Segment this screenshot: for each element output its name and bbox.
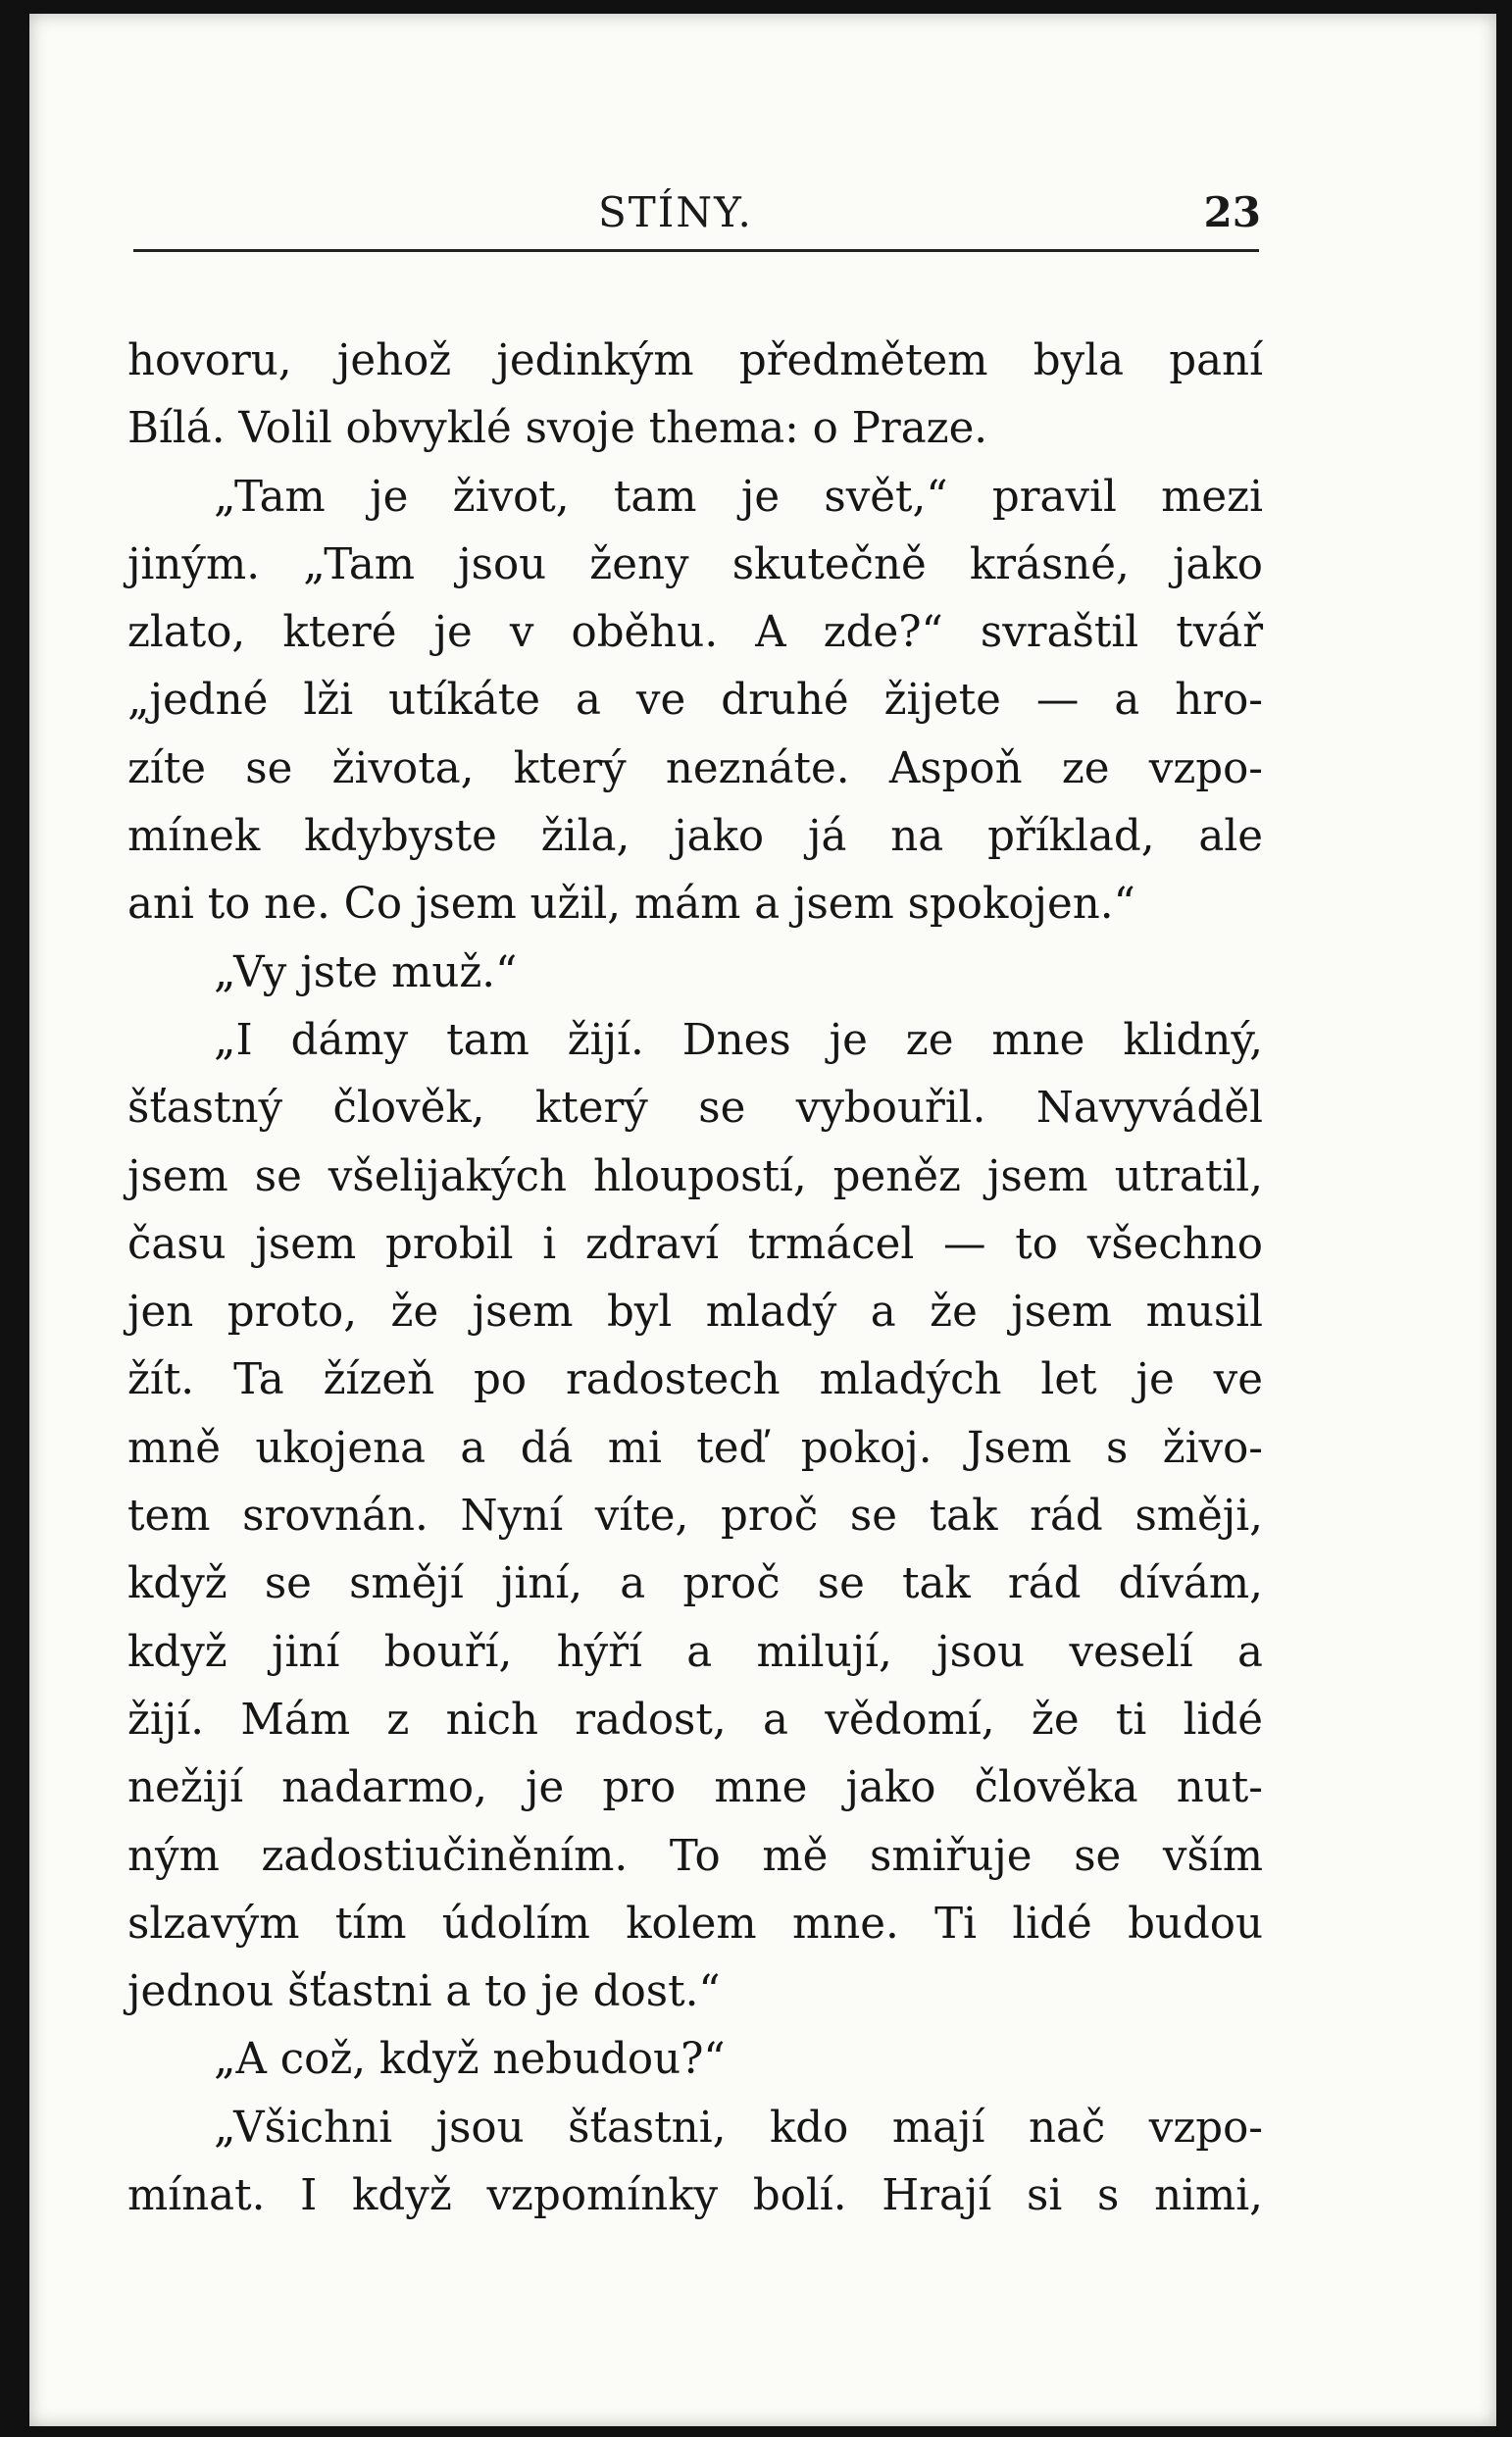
- text-line: jen proto, že jsem byl mladý a že jsem musil: [127, 1288, 1263, 1338]
- header-rule: [133, 249, 1259, 252]
- text-line: jiným. „Tam jsou ženy skutečně krásné, jako: [127, 539, 1263, 589]
- text-line: žijí. Mám z nich radost, a vědomí, že ti lidé: [127, 1695, 1263, 1745]
- text-line: „Všichni jsou šťastni, kdo mají nač vzpo-: [214, 2103, 1263, 2153]
- text-line: hovoru, jehož jedinkým předmětem byla paní: [127, 336, 1263, 385]
- running-head-title: STÍNY.: [598, 188, 753, 236]
- text-line: když se smějí jiní, a proč se tak rád dívám,: [127, 1559, 1263, 1609]
- book-page: [29, 14, 1496, 2426]
- text-line: žít. Ta žízeň po radostech mladých let je ve: [127, 1355, 1263, 1405]
- text-line: Bílá. Volil obvyklé svoje thema: o Praze.: [127, 404, 988, 454]
- text-line: ným zadostiučiněním. To mě smiřuje se vším: [127, 1831, 1263, 1881]
- text-line: zíte se života, který neznáte. Aspoň ze vzpo-: [127, 743, 1263, 793]
- text-line: mně ukojena a dá mi teď pokoj. Jsem s živo-: [127, 1423, 1263, 1473]
- text-line: šťastný člověk, který se vybouřil. Navyváděl: [127, 1084, 1263, 1134]
- text-line: když jiní bouří, hýří a milují, jsou veselí a: [127, 1627, 1263, 1677]
- text-line: nežijí nadarmo, je pro mne jako člověka nut-: [127, 1763, 1263, 1813]
- text-line: slzavým tím údolím kolem mne. Ti lidé budou: [127, 1899, 1263, 1949]
- text-line: „I dámy tam žijí. Dnes je ze mne klidný,: [214, 1015, 1263, 1065]
- text-line: „jedné lži utíkáte a ve druhé žijete — a hro-: [127, 676, 1263, 726]
- running-head: [29, 180, 1496, 249]
- body-text: [127, 328, 1263, 2230]
- text-line: ani to ne. Co jsem užil, mám a jsem spokojen.“: [127, 880, 1135, 930]
- text-line: zlato, které je v oběhu. A zde?“ svraštil tvář: [127, 608, 1263, 658]
- text-line: mínat. I když vzpomínky bolí. Hrají si s nimi,: [127, 2171, 1263, 2221]
- text-line: jednou šťastni a to je dost.“: [127, 1967, 721, 2017]
- text-line: jsem se všelijakých hloupostí, peněz jsem utratil,: [127, 1151, 1263, 1201]
- page-number: 23: [1203, 188, 1261, 236]
- text-line: „Vy jste muž.“: [214, 947, 518, 997]
- text-line: mínek kdybyste žila, jako já na příklad, ale: [127, 812, 1263, 862]
- text-line: „Tam je život, tam je svět,“ pravil mezi: [214, 472, 1263, 522]
- text-line: času jsem probil i zdraví trmácel — to všechno: [127, 1219, 1263, 1269]
- text-line: „A což, když nebudou?“: [214, 2035, 726, 2085]
- text-line: tem srovnán. Nyní víte, proč se tak rád směji,: [127, 1492, 1263, 1542]
